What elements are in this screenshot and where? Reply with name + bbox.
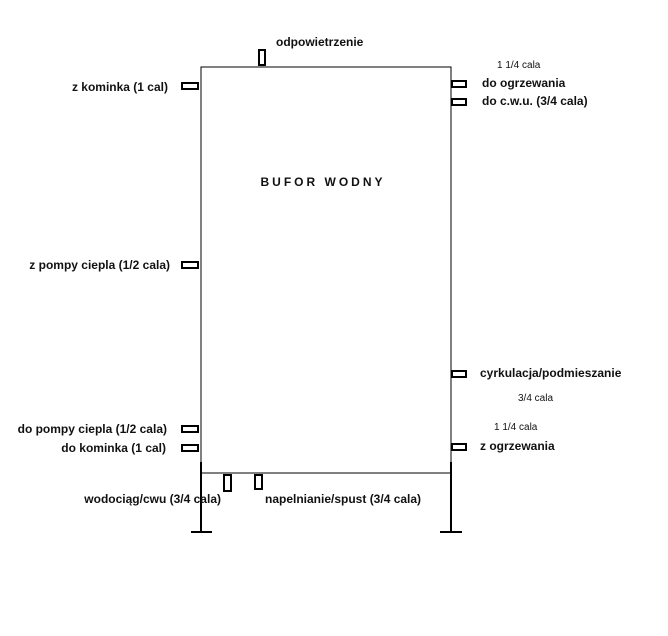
vent-label: odpowietrzenie [276, 35, 364, 49]
circulation-port [452, 371, 466, 377]
vent-port [259, 50, 265, 65]
to-heating-size-label: 1 1/4 cala [497, 60, 541, 71]
from-heatpump-port [182, 262, 198, 268]
circulation-size-label: 3/4 cala [518, 393, 554, 404]
to-heatpump-port [182, 426, 198, 432]
from-fireplace-port [182, 83, 198, 89]
fill-drain-label: napelnianie/spust (3/4 cala) [265, 492, 422, 506]
from-heating-label: z ogrzewania [480, 439, 555, 453]
from-heating-port [452, 444, 466, 450]
water-supply-label: wodociąg/cwu (3/4 cala) [84, 492, 221, 506]
diagram-title: BUFOR WODNY [260, 175, 386, 189]
from-heating-size-label: 1 1/4 cala [494, 422, 538, 433]
to-heatpump-label: do pompy ciepla (1/2 cala) [17, 422, 167, 436]
to-fireplace-label: do kominka (1 cal) [61, 441, 166, 455]
from-fireplace-label: z kominka (1 cal) [71, 80, 168, 94]
to-dhw-port [452, 99, 466, 105]
to-dhw-label: do c.w.u. (3/4 cala) [482, 94, 588, 108]
from-heatpump-label: z pompy ciepla (1/2 cala) [29, 258, 170, 272]
to-heating-label: do ogrzewania [482, 76, 566, 90]
water-supply-port [224, 475, 231, 491]
circulation-label: cyrkulacja/podmieszanie [480, 366, 622, 380]
tank-body [201, 67, 451, 473]
to-fireplace-port [182, 445, 198, 451]
to-heating-port [452, 81, 466, 87]
fill-drain-port [255, 475, 262, 489]
